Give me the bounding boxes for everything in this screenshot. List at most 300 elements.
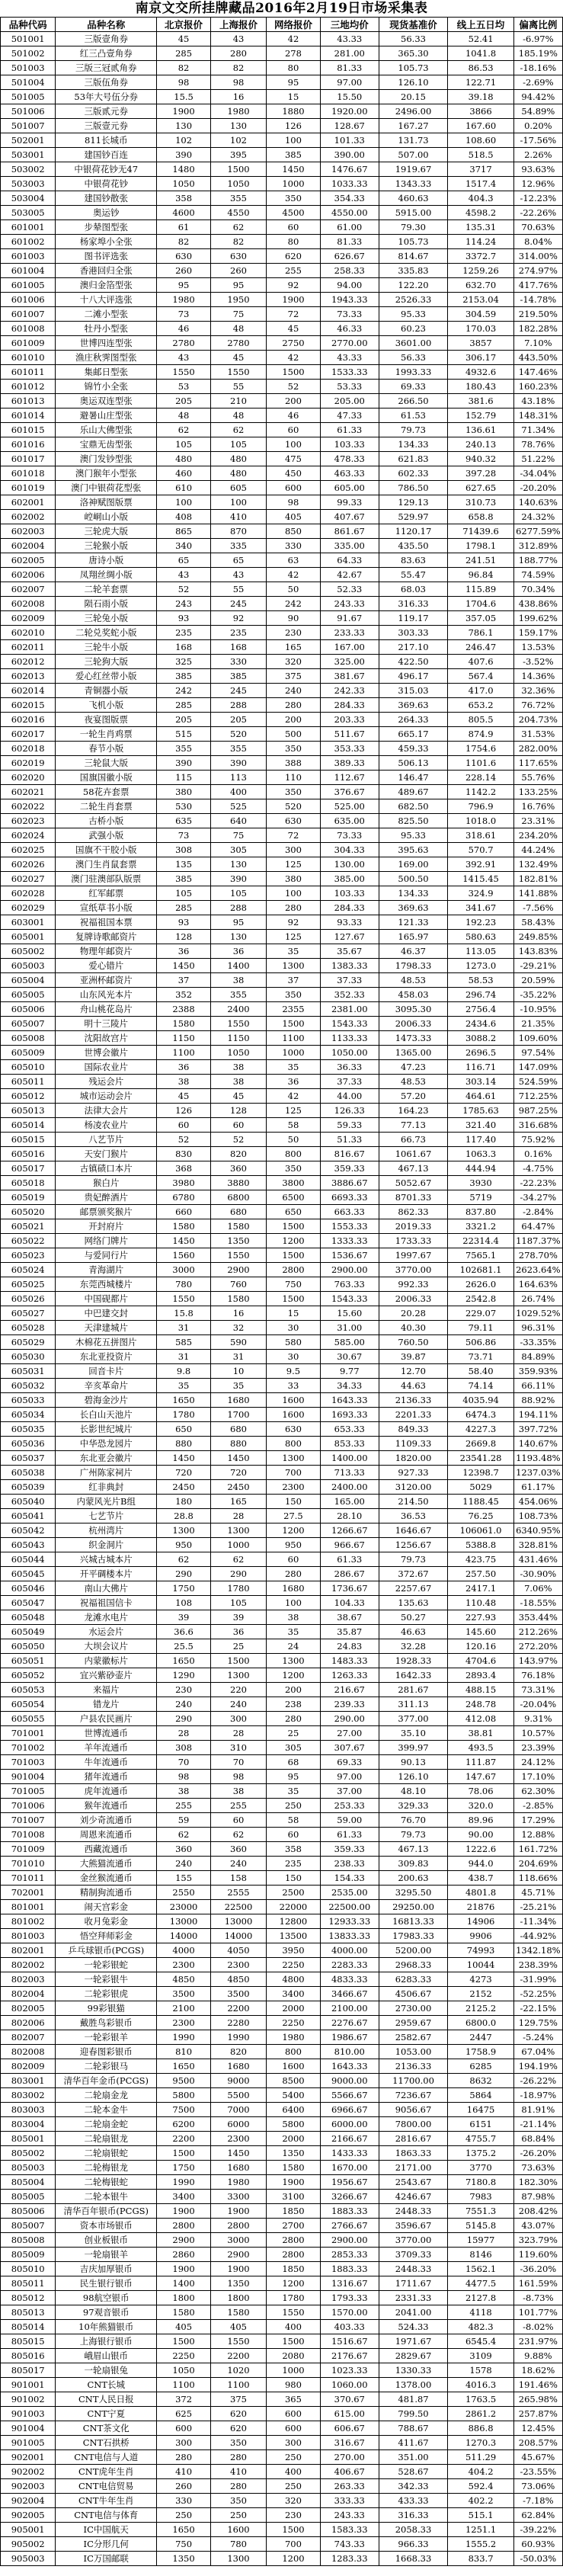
table-row bbox=[1, 249, 563, 264]
cell-variety-name: 世博四连型张 bbox=[56, 336, 157, 351]
cell-spot-base-price: 126.10 bbox=[379, 1770, 449, 1784]
cell-variety-code: 601005 bbox=[1, 278, 56, 293]
cell-spot-base-price: 966.33 bbox=[379, 2537, 449, 2552]
table-row bbox=[1, 669, 563, 684]
cell-network-quote: 630 bbox=[267, 1422, 321, 1437]
cell-beijing-quote: 1580 bbox=[157, 2305, 211, 2320]
cell-three-area-avg: 605.00 bbox=[321, 481, 379, 495]
table-row bbox=[1, 1495, 563, 1509]
cell-network-quote: 6400 bbox=[267, 2103, 321, 2117]
table-row bbox=[1, 2494, 563, 2508]
table-row bbox=[1, 698, 563, 713]
cell-spot-base-price: 2526.33 bbox=[379, 293, 449, 307]
cell-deviation-ratio: -5.24% bbox=[514, 2030, 563, 2045]
cell-spot-base-price: 395.63 bbox=[379, 843, 449, 857]
cell-shanghai-quote: 1700 bbox=[211, 1408, 267, 1422]
cell-variety-code: 701007 bbox=[1, 1813, 56, 1828]
cell-three-area-avg: 352.33 bbox=[321, 988, 379, 1002]
cell-beijing-quote: 155 bbox=[157, 1871, 211, 1886]
cell-spot-base-price: 119.17 bbox=[379, 611, 449, 626]
cell-variety-name: 吉庆加厚银币 bbox=[56, 2262, 157, 2276]
cell-spot-base-price: 1798.33 bbox=[379, 959, 449, 973]
cell-variety-code: 605025 bbox=[1, 1277, 56, 1292]
cell-three-area-avg: 1543.33 bbox=[321, 1292, 379, 1306]
cell-three-area-avg: 103.33 bbox=[321, 886, 379, 901]
cell-three-area-avg: 1570.00 bbox=[321, 2305, 379, 2320]
cell-beijing-quote: 6200 bbox=[157, 2117, 211, 2132]
cell-beijing-quote: 4600 bbox=[157, 206, 211, 220]
cell-network-quote: 5800 bbox=[267, 2117, 321, 2132]
cell-shanghai-quote: 165 bbox=[211, 1495, 267, 1509]
cell-variety-name: 二滩小型张 bbox=[56, 307, 157, 322]
cell-variety-name: IC万国邮联 bbox=[56, 2552, 157, 2566]
cell-online-5day-avg: 493.5 bbox=[448, 1741, 513, 1755]
cell-spot-base-price: 1733.33 bbox=[379, 1234, 449, 1248]
cell-beijing-quote: 2388 bbox=[157, 1002, 211, 1017]
cell-variety-name: 三轮鼠大版 bbox=[56, 756, 157, 771]
cell-three-area-avg: 1400.00 bbox=[321, 1451, 379, 1466]
cell-deviation-ratio: -2.69% bbox=[514, 75, 563, 90]
cell-shanghai-quote: 14000 bbox=[211, 1929, 267, 1943]
cell-three-area-avg: 167.00 bbox=[321, 640, 379, 655]
cell-variety-name: 民生银行银币 bbox=[56, 2276, 157, 2291]
cell-spot-base-price: 79.73 bbox=[379, 423, 449, 437]
cell-spot-base-price: 458.03 bbox=[379, 988, 449, 1002]
cell-three-area-avg: 370.67 bbox=[321, 2392, 379, 2407]
cell-three-area-avg: 81.33 bbox=[321, 235, 379, 249]
cell-variety-name: 三轮牛小版 bbox=[56, 640, 157, 655]
cell-spot-base-price: 2730.00 bbox=[379, 2001, 449, 2016]
cell-deviation-ratio: 32.36% bbox=[514, 684, 563, 698]
cell-online-5day-avg: 423.75 bbox=[448, 1552, 513, 1567]
cell-shanghai-quote: 780 bbox=[211, 2537, 267, 2552]
cell-network-quote: 45 bbox=[267, 322, 321, 336]
cell-variety-name: 一轮扇银羊 bbox=[56, 2248, 157, 2262]
cell-deviation-ratio: 278.70% bbox=[514, 1248, 563, 1263]
cell-network-quote: 1350 bbox=[267, 2146, 321, 2161]
cell-online-5day-avg: 2434.6 bbox=[448, 1017, 513, 1031]
cell-spot-base-price: 48.53 bbox=[379, 1075, 449, 1089]
cell-deviation-ratio: 23.31% bbox=[514, 814, 563, 828]
cell-online-5day-avg: 6151 bbox=[448, 2117, 513, 2132]
cell-deviation-ratio: -52.25% bbox=[514, 1987, 563, 2001]
cell-variety-code: 501006 bbox=[1, 104, 56, 119]
cell-network-quote: 37 bbox=[267, 973, 321, 988]
table-row bbox=[1, 1205, 563, 1219]
cell-shanghai-quote: 105 bbox=[211, 1596, 267, 1610]
cell-network-quote: 1600 bbox=[267, 2059, 321, 2074]
cell-variety-code: 605042 bbox=[1, 1523, 56, 1538]
cell-spot-base-price: 90.13 bbox=[379, 1755, 449, 1770]
cell-network-quote: 1500 bbox=[267, 1292, 321, 1306]
cell-deviation-ratio: 143.97% bbox=[514, 1654, 563, 1668]
header-three-area-avg: 三地均价 bbox=[321, 18, 379, 32]
cell-variety-name: 洛神赋图版票 bbox=[56, 495, 157, 510]
cell-variety-code: 602020 bbox=[1, 771, 56, 785]
cell-three-area-avg: 69.33 bbox=[321, 1755, 379, 1770]
cell-deviation-ratio: 161.59% bbox=[514, 2276, 563, 2291]
cell-beijing-quote: 2780 bbox=[157, 336, 211, 351]
cell-online-5day-avg: 515.1 bbox=[448, 2508, 513, 2523]
cell-shanghai-quote: 350 bbox=[211, 2436, 267, 2450]
cell-network-quote: 38 bbox=[267, 1610, 321, 1625]
cell-beijing-quote: 1150 bbox=[157, 1031, 211, 1046]
cell-shanghai-quote: 1550 bbox=[211, 1248, 267, 1263]
cell-three-area-avg: 44.00 bbox=[321, 1089, 379, 1104]
cell-three-area-avg: 1553.33 bbox=[321, 1219, 379, 1234]
cell-network-quote: 2000 bbox=[267, 2001, 321, 2016]
cell-spot-base-price: 1993.33 bbox=[379, 365, 449, 380]
cell-shanghai-quote: 38 bbox=[211, 1784, 267, 1799]
cell-online-5day-avg: 1063.3 bbox=[448, 1147, 513, 1161]
table-row bbox=[1, 1364, 563, 1379]
cell-deviation-ratio: 212.26% bbox=[514, 1625, 563, 1639]
cell-variety-name: 二轮本银牛 bbox=[56, 2190, 157, 2204]
cell-three-area-avg: 2381.00 bbox=[321, 1002, 379, 1017]
cell-online-5day-avg: 79.11 bbox=[448, 1321, 513, 1335]
cell-beijing-quote: 4000 bbox=[157, 1943, 211, 1958]
cell-network-quote: 400 bbox=[267, 2465, 321, 2479]
cell-beijing-quote: 1450 bbox=[157, 1451, 211, 1466]
cell-online-5day-avg: 5719 bbox=[448, 1190, 513, 1205]
cell-variety-name: 周恩来流通币 bbox=[56, 1828, 157, 1842]
cell-deviation-ratio: 987.25% bbox=[514, 1104, 563, 1118]
cell-variety-code: 701009 bbox=[1, 1842, 56, 1857]
cell-variety-code: 601003 bbox=[1, 249, 56, 264]
cell-shanghai-quote: 1150 bbox=[211, 1031, 267, 1046]
cell-network-quote: 800 bbox=[267, 1147, 321, 1161]
cell-beijing-quote: 1900 bbox=[157, 104, 211, 119]
cell-shanghai-quote: 1580 bbox=[211, 1292, 267, 1306]
cell-spot-base-price: 467.13 bbox=[379, 1842, 449, 1857]
cell-three-area-avg: 203.33 bbox=[321, 713, 379, 727]
cell-three-area-avg: 1533.33 bbox=[321, 365, 379, 380]
cell-variety-name: 沈阳故宫片 bbox=[56, 1031, 157, 1046]
cell-variety-code: 605032 bbox=[1, 1379, 56, 1393]
cell-beijing-quote: 810 bbox=[157, 2045, 211, 2059]
cell-network-quote: 1000 bbox=[267, 1046, 321, 1060]
cell-spot-base-price: 489.67 bbox=[379, 785, 449, 799]
cell-variety-name: CNT人民日报 bbox=[56, 2392, 157, 2407]
cell-beijing-quote: 35 bbox=[157, 1379, 211, 1393]
cell-online-5day-avg: 627.65 bbox=[448, 481, 513, 495]
cell-online-5day-avg: 3372.7 bbox=[448, 249, 513, 264]
cell-online-5day-avg: 21876 bbox=[448, 1900, 513, 1914]
cell-spot-base-price: 1863.33 bbox=[379, 2146, 449, 2161]
cell-beijing-quote: 135 bbox=[157, 857, 211, 872]
cell-variety-code: 601002 bbox=[1, 235, 56, 249]
cell-three-area-avg: 2535.00 bbox=[321, 1886, 379, 1900]
cell-variety-code: 701005 bbox=[1, 1784, 56, 1799]
table-row bbox=[1, 1958, 563, 1972]
cell-network-quote: 42 bbox=[267, 351, 321, 365]
cell-beijing-quote: 515 bbox=[157, 727, 211, 742]
cell-variety-name: 10年熊猫银币 bbox=[56, 2320, 157, 2334]
cell-variety-code: 601004 bbox=[1, 264, 56, 278]
cell-variety-name: 青铜器小版 bbox=[56, 684, 157, 698]
table-row bbox=[1, 1379, 563, 1393]
cell-network-quote: 475 bbox=[267, 452, 321, 466]
cell-shanghai-quote: 36 bbox=[211, 1625, 267, 1639]
cell-variety-name: 悟空拜师彩金 bbox=[56, 1929, 157, 1943]
cell-variety-name: 辛亥革命片 bbox=[56, 1379, 157, 1393]
cell-variety-code: 602013 bbox=[1, 669, 56, 684]
cell-beijing-quote: 82 bbox=[157, 235, 211, 249]
header-variety-code: 品种代码 bbox=[1, 18, 56, 32]
cell-shanghai-quote: 870 bbox=[211, 524, 267, 539]
cell-spot-base-price: 799.50 bbox=[379, 2407, 449, 2421]
cell-three-area-avg: 407.67 bbox=[321, 510, 379, 524]
cell-spot-base-price: 399.97 bbox=[379, 1741, 449, 1755]
cell-online-5day-avg: 796.9 bbox=[448, 799, 513, 814]
cell-variety-name: 陨石雨小版 bbox=[56, 597, 157, 611]
cell-spot-base-price: 9056.67 bbox=[379, 2103, 449, 2117]
cell-online-5day-avg: 653.2 bbox=[448, 698, 513, 713]
cell-three-area-avg: 1050.00 bbox=[321, 1046, 379, 1060]
cell-network-quote: 800 bbox=[267, 1437, 321, 1451]
table-row bbox=[1, 1075, 563, 1089]
cell-beijing-quote: 2900 bbox=[157, 2233, 211, 2248]
cell-shanghai-quote: 390 bbox=[211, 872, 267, 886]
cell-deviation-ratio: 238.39% bbox=[514, 1958, 563, 1972]
cell-online-5day-avg: 506.86 bbox=[448, 1335, 513, 1350]
cell-variety-name: 国际农业片 bbox=[56, 1060, 157, 1075]
cell-shanghai-quote: 1400 bbox=[211, 959, 267, 973]
cell-spot-base-price: 316.33 bbox=[379, 2508, 449, 2523]
cell-variety-code: 605037 bbox=[1, 1451, 56, 1466]
cell-network-quote: 92 bbox=[267, 278, 321, 293]
cell-deviation-ratio: 94.42% bbox=[514, 90, 563, 104]
cell-spot-base-price: 40.30 bbox=[379, 1321, 449, 1335]
cell-spot-base-price: 329.33 bbox=[379, 1799, 449, 1813]
cell-variety-name: 宣纸草书小版 bbox=[56, 901, 157, 915]
cell-variety-name: 长影世纪城片 bbox=[56, 1422, 157, 1437]
cell-three-area-avg: 1023.33 bbox=[321, 2363, 379, 2378]
cell-three-area-avg: 9000.00 bbox=[321, 2074, 379, 2088]
table-row bbox=[1, 46, 563, 61]
cell-variety-code: 902004 bbox=[1, 2494, 56, 2508]
table-row bbox=[1, 1017, 563, 1031]
cell-spot-base-price: 167.27 bbox=[379, 119, 449, 133]
cell-network-quote: 100 bbox=[267, 1596, 321, 1610]
cell-three-area-avg: 1643.33 bbox=[321, 1393, 379, 1408]
cell-three-area-avg: 615.00 bbox=[321, 2407, 379, 2421]
cell-three-area-avg: 239.33 bbox=[321, 1697, 379, 1712]
cell-variety-code: 605003 bbox=[1, 959, 56, 973]
cell-beijing-quote: 285 bbox=[157, 698, 211, 713]
cell-three-area-avg: 1643.33 bbox=[321, 2059, 379, 2074]
cell-spot-base-price: 2331.33 bbox=[379, 2291, 449, 2305]
table-row bbox=[1, 148, 563, 162]
cell-shanghai-quote: 2555 bbox=[211, 1886, 267, 1900]
cell-three-area-avg: 52.33 bbox=[321, 582, 379, 597]
cell-beijing-quote: 9500 bbox=[157, 2074, 211, 2088]
cell-three-area-avg: 389.33 bbox=[321, 756, 379, 771]
table-row bbox=[1, 2450, 563, 2465]
cell-deviation-ratio: 274.97% bbox=[514, 264, 563, 278]
cell-online-5day-avg: 192.23 bbox=[448, 915, 513, 930]
cell-deviation-ratio: 9.88% bbox=[514, 2349, 563, 2363]
cell-network-quote: 30 bbox=[267, 1350, 321, 1364]
cell-beijing-quote: 52 bbox=[157, 1133, 211, 1147]
cell-deviation-ratio: -22.15% bbox=[514, 2001, 563, 2016]
cell-variety-name: 春节小版 bbox=[56, 742, 157, 756]
cell-deviation-ratio: 18.62% bbox=[514, 2363, 563, 2378]
cell-beijing-quote: 250 bbox=[157, 2508, 211, 2523]
cell-variety-name: 避暑山庄型张 bbox=[56, 409, 157, 423]
cell-deviation-ratio: 13.53% bbox=[514, 640, 563, 655]
cell-deviation-ratio: -2.85% bbox=[514, 1799, 563, 1813]
table-row bbox=[1, 1161, 563, 1176]
cell-online-5day-avg: 3321.2 bbox=[448, 1219, 513, 1234]
cell-beijing-quote: 1300 bbox=[157, 1523, 211, 1538]
cell-three-area-avg: 284.33 bbox=[321, 901, 379, 915]
cell-spot-base-price: 342.33 bbox=[379, 2479, 449, 2494]
cell-deviation-ratio: 7.10% bbox=[514, 336, 563, 351]
cell-shanghai-quote: 1050 bbox=[211, 1046, 267, 1060]
cell-deviation-ratio: 58.43% bbox=[514, 915, 563, 930]
table-row bbox=[1, 1639, 563, 1654]
cell-variety-code: 601017 bbox=[1, 452, 56, 466]
cell-network-quote: 150 bbox=[267, 1871, 321, 1886]
cell-variety-name: 东莞西城楼片 bbox=[56, 1277, 157, 1292]
cell-variety-name: 祝福祖国信卡 bbox=[56, 1596, 157, 1610]
cell-three-area-avg: 97.00 bbox=[321, 75, 379, 90]
table-row bbox=[1, 351, 563, 365]
cell-shanghai-quote: 92 bbox=[211, 611, 267, 626]
cell-deviation-ratio: 96.31% bbox=[514, 1321, 563, 1335]
cell-beijing-quote: 372 bbox=[157, 2392, 211, 2407]
cell-shanghai-quote: 1300 bbox=[211, 1668, 267, 1683]
table-row bbox=[1, 278, 563, 293]
cell-spot-base-price: 309.83 bbox=[379, 1857, 449, 1871]
cell-deviation-ratio: -20.04% bbox=[514, 1697, 563, 1712]
cell-variety-name: 奥运双连型张 bbox=[56, 394, 157, 409]
cell-online-5day-avg: 2153.04 bbox=[448, 293, 513, 307]
cell-shanghai-quote: 130 bbox=[211, 857, 267, 872]
cell-deviation-ratio: 108.73% bbox=[514, 1509, 563, 1523]
cell-beijing-quote: 1350 bbox=[157, 2552, 211, 2566]
cell-beijing-quote: 82 bbox=[157, 61, 211, 75]
cell-beijing-quote: 780 bbox=[157, 1277, 211, 1292]
cell-deviation-ratio: 0.16% bbox=[514, 1147, 563, 1161]
cell-three-area-avg: 6000.00 bbox=[321, 2117, 379, 2132]
cell-network-quote: 350 bbox=[267, 785, 321, 799]
cell-variety-code: 802008 bbox=[1, 2045, 56, 2059]
cell-variety-code: 601018 bbox=[1, 466, 56, 481]
cell-variety-code: 605020 bbox=[1, 1205, 56, 1219]
cell-variety-code: 602003 bbox=[1, 524, 56, 539]
cell-spot-base-price: 2496.00 bbox=[379, 104, 449, 119]
cell-variety-code: 601007 bbox=[1, 307, 56, 322]
cell-three-area-avg: 126.33 bbox=[321, 1104, 379, 1118]
cell-variety-code: 605022 bbox=[1, 1234, 56, 1248]
cell-variety-code: 602001 bbox=[1, 495, 56, 510]
cell-variety-code: 503004 bbox=[1, 191, 56, 206]
cell-variety-name: 户县农民画片 bbox=[56, 1712, 157, 1726]
cell-shanghai-quote: 1600 bbox=[211, 2523, 267, 2537]
cell-online-5day-avg: 3088.2 bbox=[448, 1031, 513, 1046]
cell-spot-base-price: 496.17 bbox=[379, 669, 449, 684]
cell-shanghai-quote: 355 bbox=[211, 742, 267, 756]
cell-deviation-ratio: -50.03% bbox=[514, 2552, 563, 2566]
cell-beijing-quote: 385 bbox=[157, 872, 211, 886]
cell-variety-name: 创业板银币 bbox=[56, 2233, 157, 2248]
cell-online-5day-avg: 1259.26 bbox=[448, 264, 513, 278]
cell-variety-name: 香港回归全张 bbox=[56, 264, 157, 278]
cell-spot-base-price: 217.10 bbox=[379, 640, 449, 655]
cell-deviation-ratio: 97.54% bbox=[514, 1046, 563, 1060]
cell-spot-base-price: 862.33 bbox=[379, 1205, 449, 1219]
cell-online-5day-avg: 78.06 bbox=[448, 1784, 513, 1799]
cell-deviation-ratio: 249.85% bbox=[514, 930, 563, 944]
cell-shanghai-quote: 1550 bbox=[211, 1017, 267, 1031]
cell-three-area-avg: 104.33 bbox=[321, 1596, 379, 1610]
cell-network-quote: 1500 bbox=[267, 365, 321, 380]
cell-three-area-avg: 47.33 bbox=[321, 409, 379, 423]
cell-variety-name: 爱心错片 bbox=[56, 959, 157, 973]
cell-spot-base-price: 2816.67 bbox=[379, 2132, 449, 2146]
cell-online-5day-avg: 511.29 bbox=[448, 2450, 513, 2465]
cell-spot-base-price: 61.53 bbox=[379, 409, 449, 423]
table-row bbox=[1, 2407, 563, 2421]
cell-network-quote: 42 bbox=[267, 1089, 321, 1104]
cell-three-area-avg: 333.33 bbox=[321, 2494, 379, 2508]
cell-spot-base-price: 69.33 bbox=[379, 380, 449, 394]
cell-variety-name: CNT石拱桥 bbox=[56, 2436, 157, 2450]
cell-network-quote: 1600 bbox=[267, 1408, 321, 1422]
cell-variety-name: CNT牛年生肖 bbox=[56, 2494, 157, 2508]
cell-online-5day-avg: 321.40 bbox=[448, 1118, 513, 1133]
cell-variety-name: 亚洲杯邮资片 bbox=[56, 973, 157, 988]
cell-online-5day-avg: 170.03 bbox=[448, 322, 513, 336]
market-table bbox=[0, 17, 563, 2566]
cell-beijing-quote: 2550 bbox=[157, 1886, 211, 1900]
cell-three-area-avg: 2766.67 bbox=[321, 2219, 379, 2233]
cell-network-quote: 1300 bbox=[267, 1451, 321, 1466]
cell-network-quote: 250 bbox=[267, 1799, 321, 1813]
cell-online-5day-avg: 147.67 bbox=[448, 1770, 513, 1784]
cell-shanghai-quote: 1500 bbox=[211, 162, 267, 177]
table-row bbox=[1, 1031, 563, 1046]
cell-shanghai-quote: 158 bbox=[211, 1871, 267, 1886]
cell-network-quote: 1900 bbox=[267, 293, 321, 307]
table-row bbox=[1, 626, 563, 640]
cell-shanghai-quote: 330 bbox=[211, 655, 267, 669]
table-row bbox=[1, 322, 563, 336]
cell-shanghai-quote: 22500 bbox=[211, 1900, 267, 1914]
cell-network-quote: 630 bbox=[267, 814, 321, 828]
cell-deviation-ratio: 66.11% bbox=[514, 1379, 563, 1393]
cell-beijing-quote: 410 bbox=[157, 2465, 211, 2479]
cell-variety-code: 905001 bbox=[1, 2523, 56, 2537]
cell-network-quote: 110 bbox=[267, 771, 321, 785]
cell-three-area-avg: 43.33 bbox=[321, 32, 379, 46]
cell-beijing-quote: 23000 bbox=[157, 1900, 211, 1914]
cell-network-quote: 800 bbox=[267, 2045, 321, 2059]
cell-variety-name: 世博会徽片 bbox=[56, 1046, 157, 1060]
table-row bbox=[1, 2320, 563, 2334]
cell-shanghai-quote: 95 bbox=[211, 278, 267, 293]
cell-deviation-ratio: 21.35% bbox=[514, 1017, 563, 1031]
cell-network-quote: 60 bbox=[267, 1828, 321, 1842]
table-row bbox=[1, 1726, 563, 1741]
cell-spot-base-price: 47.23 bbox=[379, 1060, 449, 1075]
cell-variety-code: 901005 bbox=[1, 2436, 56, 2450]
cell-online-5day-avg: 1517.4 bbox=[448, 177, 513, 191]
cell-deviation-ratio: 117.65% bbox=[514, 756, 563, 771]
cell-shanghai-quote: 128 bbox=[211, 1104, 267, 1118]
